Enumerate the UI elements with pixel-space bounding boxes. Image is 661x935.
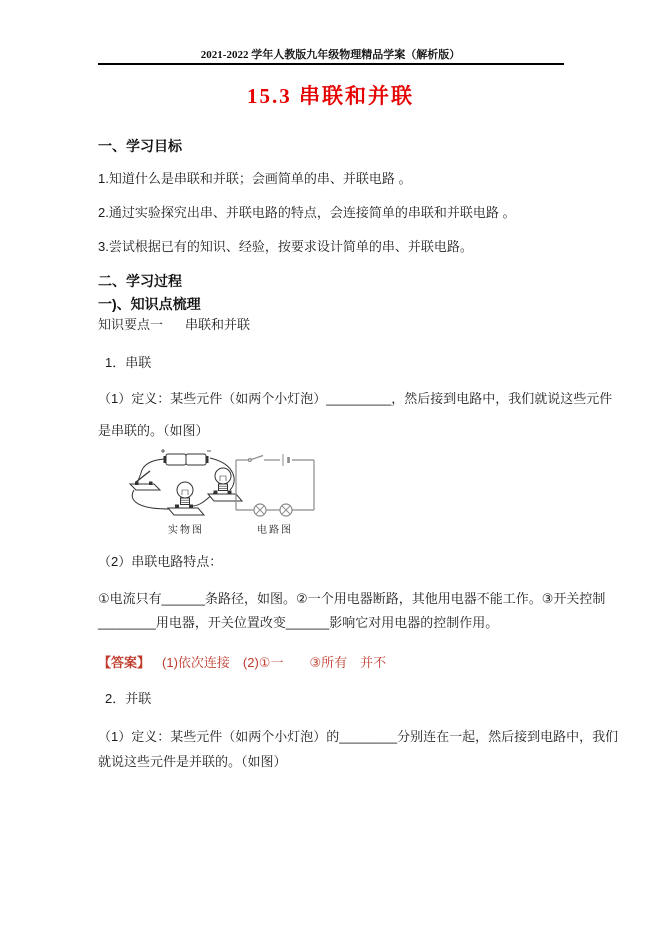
answer-body: (1)依次连接 (2)①一 ③所有 并不 (162, 655, 387, 670)
parallel-definition-line2: 就说这些元件是并联的。（如图） (98, 754, 287, 769)
series-definition-line2: 是串联的。（如图） (98, 423, 209, 438)
objectives-heading: 一、学习目标 (98, 138, 182, 154)
series-features-heading: （2）串联电路特点： (98, 554, 223, 569)
series-features-line2: ________用电器，开关位置改变______影响它对用电器的控制作用。 (98, 615, 499, 630)
answer-label: 【答案】 (98, 655, 151, 670)
objective-item-2: 2.通过实验探究出串、并联电路的特点，会连接简单的串联和并联电路 。 (98, 205, 516, 220)
page-title: 15.3 串联和并联 (247, 84, 414, 108)
answer-line (98, 652, 386, 671)
series-circuit-figure (230, 452, 320, 538)
knowledge-points-subheading: 一)、知识点梳理 (98, 296, 201, 312)
process-heading: 二、学习过程 (98, 273, 182, 289)
parallel-heading: 2．并联 (105, 691, 152, 706)
series-heading: 1．串联 (105, 355, 152, 370)
series-physical-figure (126, 448, 246, 538)
physical-figure-caption: 实物图 (168, 525, 204, 536)
objective-item-1: 1.知道什么是串联和并联；会画简单的串、并联电路 。 (98, 171, 412, 186)
knowledge-point-label: 知识要点一 (98, 317, 164, 332)
parallel-definition-line1: （1）定义：某些元件（如两个小灯泡）的________分别连在一起，然后接到电路中，我们 (98, 729, 619, 744)
series-features-line1: ①电流只有______条路径，如图。②一个用电器断路，其他用电器不能工作。③开关控制 (98, 591, 606, 606)
objective-item-3: 3.尝试根据已有的知识、经验，按要求设计简单的串、并联电路。 (98, 239, 473, 254)
series-definition-line1: （1）定义：某些元件（如两个小灯泡）_________，然后接到电路中，我们就说这些元件 (98, 391, 613, 406)
header-divider (98, 63, 564, 65)
schematic-figure-caption: 电路图 (257, 525, 293, 536)
knowledge-point-one (98, 317, 250, 333)
physical-circuit-drawing (126, 448, 246, 520)
circuit-schematic-drawing (230, 452, 320, 518)
document-header: 2021-2022 学年人教版九年级物理精品学案（解析版） (200, 49, 461, 61)
knowledge-point-title: 串联和并联 (185, 317, 251, 332)
